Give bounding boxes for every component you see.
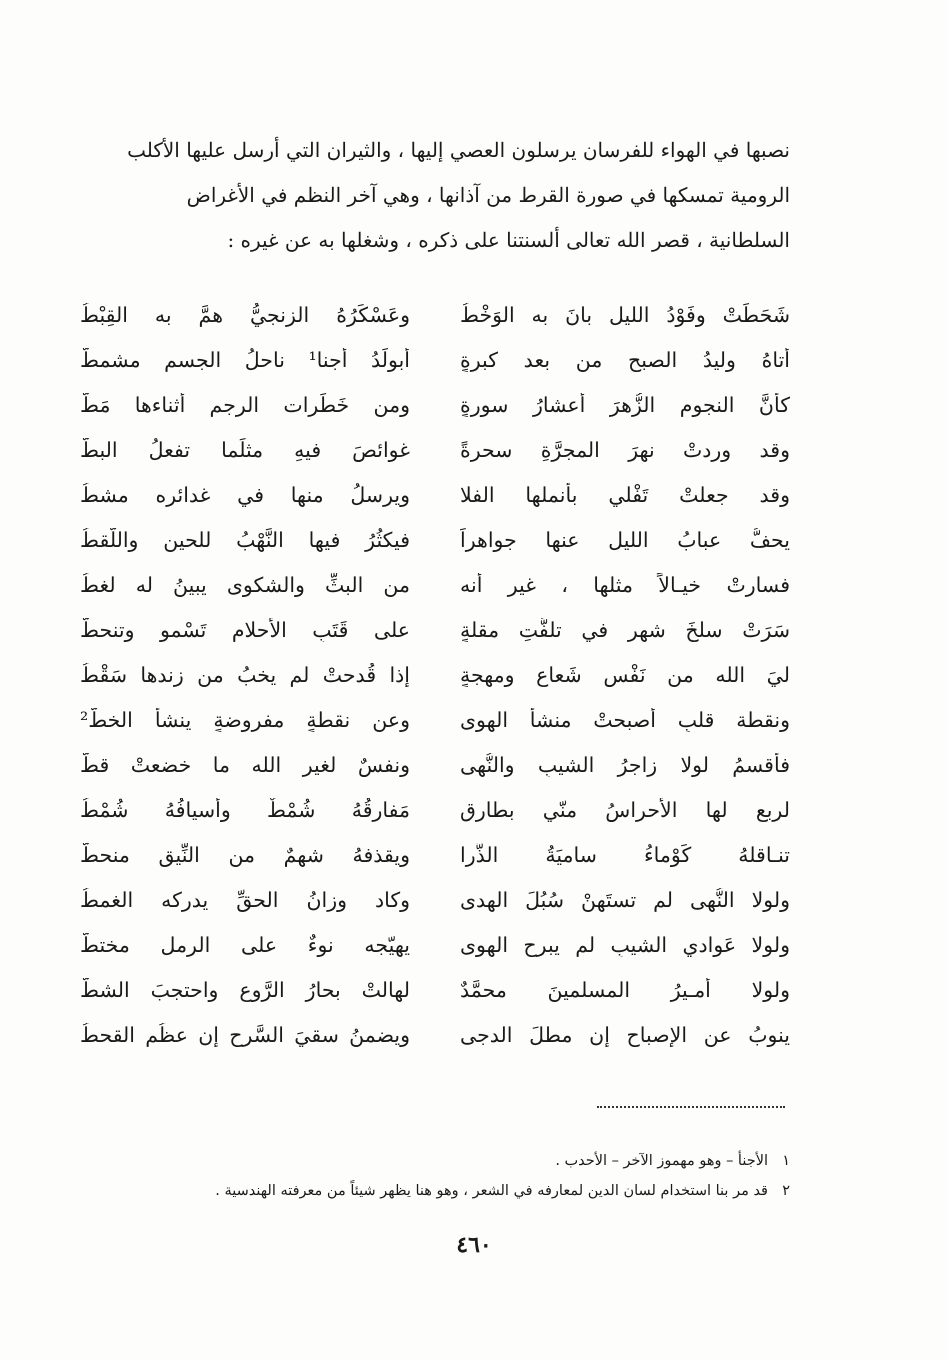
verse-row <box>80 562 790 607</box>
second-hemistich: وكاد وزانُ الحقِّ يدركه الغمطُ <box>80 887 410 912</box>
second-hemistich: إذا قُدحتْ لم يخبُ من زندها سَقْطُ <box>80 662 410 687</box>
intro-line: السلطانية ، قصر الله تعالى ألسنتنا على ذكره ، وشغلها به عن غيره : <box>227 228 790 252</box>
verse-row <box>80 472 790 517</box>
second-hemistich: ويضمنُ سقيَ السَّرحِ إن عظُم القحطُ <box>80 1022 410 1047</box>
second-hemistich: ومن خَطَرات الرجمِ أثناءها مَطُّ <box>80 392 410 417</box>
second-hemistich: يهيّجه نوءٌ على الرملِ مختطُّ <box>80 932 410 957</box>
second-hemistich: وعَسْكَرُهُ الزنجيُّ همَّ به القِبْطُ <box>80 302 410 327</box>
second-hemistich: ويقذفهُ شهمٌ من النِّيقِ منحطُّ <box>80 842 410 867</box>
poem <box>80 292 790 1072</box>
first-hemistich: تنـاقلهُ كَوْماءُ ساميَةُ الذُّرا <box>460 842 790 867</box>
second-hemistich: وعن نقطةٍ مفروضةٍ ينشأ الخطُّ² <box>80 707 410 732</box>
footnote-text: الأجنأ – وهو مهموز الآخر – الأحدب . <box>555 1153 768 1169</box>
first-hemistich: وقد وردتْ نهرَ المجرَّةِ سحرةً <box>460 437 790 462</box>
footnote-text: قد مر بنا استخدام لسان الدين لمعارفه في الشعر ، وهو هنا يظهر شيئاً من معرفته الهندسية . <box>215 1183 768 1199</box>
verse-row <box>80 292 790 337</box>
first-hemistich: فأُقسمُ لولا زاجرُ الشيبِ والنُّهى <box>460 752 790 777</box>
intro-paragraph <box>80 128 790 263</box>
footnote <box>80 1176 790 1206</box>
second-hemistich: ونفسٌ لغيرِ الله ما خضعتْ قطُّ <box>80 752 410 777</box>
first-hemistich: أتاهُ وليدُ الصبحِ من بعد كبرةٍ <box>460 347 790 372</box>
verse-row <box>80 382 790 427</box>
first-hemistich: فسارتْ خيـالاً مثلها ، غير أنه <box>460 572 790 597</box>
first-hemistich: كأنَّ النجوم الزُّهرَ أعشارُ سورةٍ <box>460 392 790 417</box>
footnote-number: ١ <box>782 1153 790 1169</box>
second-hemistich: على قَتَبِ الأحلامِ تَسْمو وتنحطُّ <box>80 617 410 642</box>
second-hemistich: أبولَدُ أجنا¹ ناحلُ الجسمِ مشمطُّ <box>80 347 410 372</box>
verse-row <box>80 787 790 832</box>
first-hemistich: شَحَطَتْ وفَوْدُ الليل بانَ به الوَخْطُ <box>460 302 790 327</box>
verse-row <box>80 517 790 562</box>
verse-row <box>80 337 790 382</box>
first-hemistich: ولولا عَوادي الشيبِ لم يبرحِ الهوى <box>460 932 790 957</box>
verse-row <box>80 877 790 922</box>
second-hemistich: غوائصَ فيهِ مثلَما تفعلُ البطُّ <box>80 437 410 462</box>
verse-row <box>80 832 790 877</box>
intro-line: الرومية تمسكها في صورة القرط من آذانها ، وهي آخر النظم في الأغراض <box>186 183 790 207</box>
first-hemistich: ولولا أمـيرُ المسلمينَ محمَّدٌ <box>460 977 790 1002</box>
verse-row <box>80 652 790 697</box>
first-hemistich: لربع لها الأحراسُ منّي بطارقٍ <box>460 797 790 822</box>
second-hemistich: لهالتْ بحارُ الرَّوعِ واحتجبَ الشطُّ <box>80 977 410 1002</box>
first-hemistich: ولولا النُّهى لم تستَهِنْ سُبُلَ الهدى <box>460 887 790 912</box>
verse-row <box>80 607 790 652</box>
first-hemistich: ونقطة قلبٍ أصبحتْ منشأ الهوى <box>460 707 790 732</box>
verse-row <box>80 742 790 787</box>
verse-row <box>80 697 790 742</box>
verse-row <box>80 922 790 967</box>
footnote-number: ٢ <box>782 1183 790 1199</box>
first-hemistich: يحفُّ عبابُ الليلِ عنها جواهراً <box>460 527 790 552</box>
second-hemistich: مَفارقُهُ شُمْطٌ وأسيافُهُ شُمْطُ <box>80 797 410 822</box>
second-hemistich: ويرسلُ منها في غدائره مشطُ <box>80 482 410 507</box>
verse-row <box>80 967 790 1012</box>
footnote <box>80 1146 790 1176</box>
verse-row <box>80 1012 790 1057</box>
first-hemistich: وقد جعلتْ تَفْلي بأنملها الفلا <box>460 482 790 507</box>
first-hemistich: ينوبُ عن الإصباحِ إن مطلَ الدجى <box>460 1022 790 1047</box>
footnotes <box>80 1146 790 1206</box>
intro-line: نصبها في الهواء للفرسان يرسلون العصي إليها ، والثيران التي أرسل عليها الأكلب <box>127 138 790 162</box>
footnote-separator <box>597 1106 785 1108</box>
second-hemistich: فيكثُرُ فيها النَّهْبُ للحينِ واللَّقطُ <box>80 527 410 552</box>
first-hemistich: سَرَتْ سلخَ شهرٍ في تلفُّتِ مقلةٍ <box>460 617 790 642</box>
second-hemistich: من البثِّ والشكوى يبينُ له لغطُ <box>80 572 410 597</box>
page-number: ٤٦٠ <box>456 1232 492 1258</box>
verse-row <box>80 427 790 472</box>
first-hemistich: ليَ الله من نَفْسٍ شَعاعٍ ومهجةٍ <box>460 662 790 687</box>
